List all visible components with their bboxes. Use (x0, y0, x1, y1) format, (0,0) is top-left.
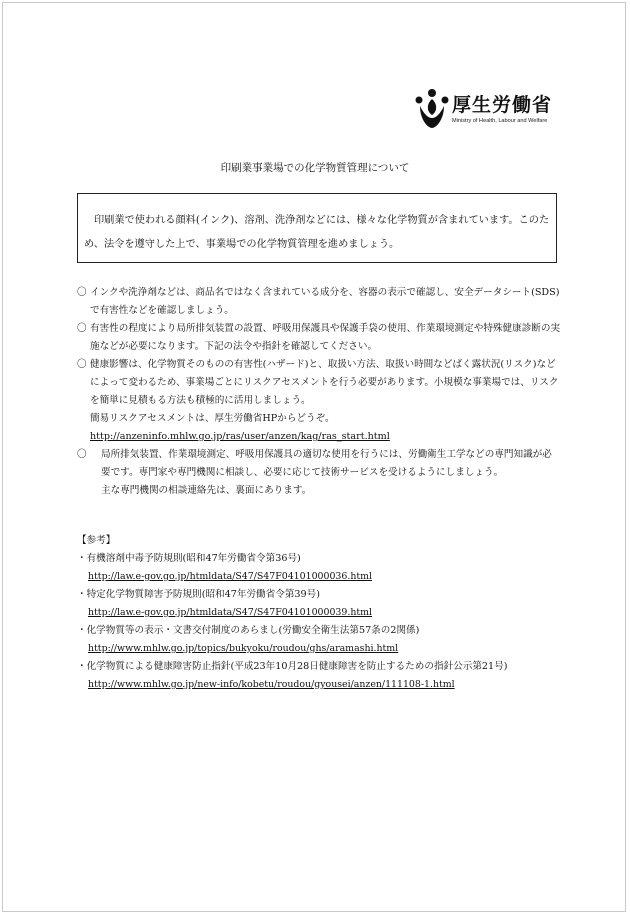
document-title: 印刷業事業場での化学物質管理について (220, 162, 410, 174)
reference-item (77, 658, 561, 694)
bullet-marker: 〇 (77, 287, 87, 298)
bullet-note: 簡易リスクアセスメントは、厚生労働省HPからどうぞ。 (90, 413, 335, 424)
bullet-text: 健康影響は、化学物質そのものの有害性(ハザード)と、取扱い方法、取扱い時間などばく露状況(リスク)などによって変わるため、事業場ごとにリスクアセスメントを行う必要があります。小規模な事業場では、リスクを簡単に見積もる方法も積極的に活用しましょう。 (90, 359, 559, 406)
reference-text: ・化学物質による健康障害防止指針(平成23年10月28日健康障害を防止するための指針公示第21号) (77, 661, 508, 672)
logo-name-en: Ministry of Health, Labour and Welfare (452, 118, 548, 124)
reference-item (77, 550, 561, 586)
references-heading: 【参考】 (77, 535, 116, 546)
bullet-item (77, 320, 561, 356)
bullet-marker: 〇 (77, 449, 87, 460)
mhlw-logo (414, 88, 564, 132)
reference-link[interactable]: http://law.e-gov.go.jp/htmldata/S47/S47F04101000036.html (88, 571, 373, 582)
mhlw-logo-icon (414, 88, 450, 130)
bullet-text: 局所排気装置、作業環境測定、呼吸用保護具の適切な使用を行うには、労働衛生工学などの専門知識が必要です。専門家や専門機関に相談し、必要に応じて技術サービスを受けるようにしましょう。 (101, 449, 552, 478)
bullet-marker: 〇 (77, 323, 87, 334)
risk-assessment-link[interactable]: http://anzeninfo.mhlw.go.jp/ras/user/anzen/kag/ras_start.html (90, 431, 390, 442)
reference-link[interactable]: http://www.mhlw.go.jp/topics/bukyoku/roudou/ghs/aramashi.html (88, 643, 399, 654)
references-section (77, 532, 561, 694)
bullet-marker: 〇 (77, 359, 87, 370)
bullet-text: 有害性の程度により局所排気装置の設置、呼吸用保護具や保護手袋の使用、作業環境測定や特殊健康診断の実施などが必要になります。下記の法令や指針を確認してください。 (90, 323, 561, 352)
reference-item (77, 622, 561, 658)
reference-text: ・有機溶剤中毒予防規則(昭和47年労働省令第36号) (77, 553, 301, 564)
reference-text: ・特定化学物質障害予防規則(昭和47年労働省令第39号) (77, 589, 320, 600)
reference-link[interactable]: http://www.mhlw.go.jp/new-info/kobetu/roudou/gyousei/anzen/111108-1.html (88, 679, 455, 690)
bullet-item (77, 446, 561, 500)
bullet-item (77, 356, 561, 446)
bullet-list (77, 284, 561, 500)
bullet-note: 主な専門機関の相談連絡先は、裏面にあります。 (101, 485, 312, 496)
reference-link[interactable]: http://law.e-gov.go.jp/htmldata/S47/S47F04101000039.html (88, 607, 373, 618)
bullet-text: インクや洗浄剤などは、商品名ではなく含まれている成分を、容器の表示で確認し、安全データシート(SDS)で有害性などを確認しましょう。 (90, 287, 560, 316)
reference-item (77, 586, 561, 622)
intro-box: 印刷業で使われる顔料(インク)、溶剤、洗浄剤などには、様々な化学物質が含まれています。このため、法令を遵守した上で、事業場での化学物質管理を進めましょう。 (77, 193, 557, 263)
references-list (77, 550, 561, 694)
logo-name-ja: 厚生労働省 (452, 94, 553, 116)
bullet-item (77, 284, 561, 320)
reference-text: ・化学物質等の表示・文書交付制度のあらまし(労働安全衛生法第57条の2関係) (77, 625, 420, 636)
